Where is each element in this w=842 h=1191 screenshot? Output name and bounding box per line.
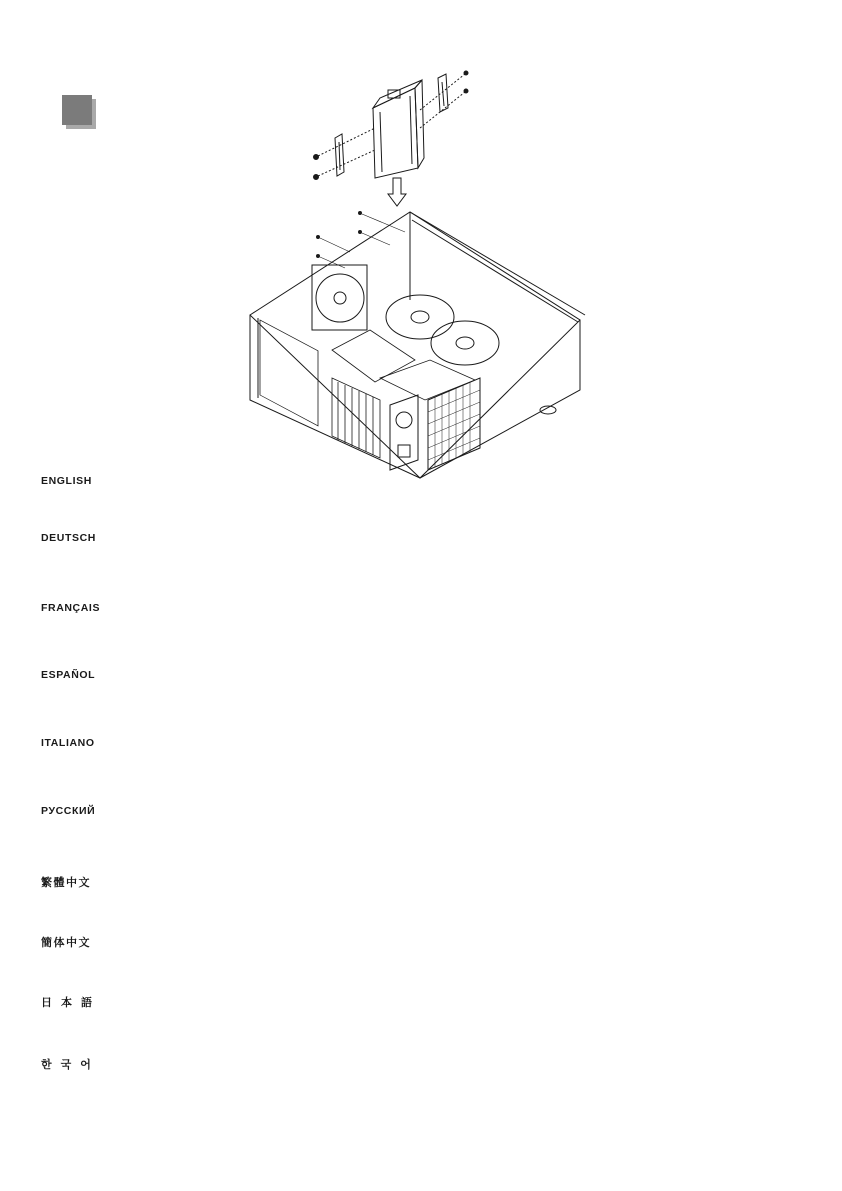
chassis [250,212,585,479]
lang-deutsch: DEUTSCH [41,532,96,544]
lang-simp-chinese: 簡体中文 [41,937,91,949]
step-badge-face [62,95,92,125]
lang-francais: FRANÇAIS [41,602,101,614]
lang-russian: РУССКИЙ [41,805,96,817]
right-bracket [438,74,448,112]
down-arrow-icon [388,178,406,206]
step-badge-icon [62,95,92,125]
left-bracket [335,134,344,176]
drive-cage [373,80,424,178]
case-drive-install-illustration [240,60,600,485]
lang-italiano: ITALIANO [41,737,95,749]
lang-english: ENGLISH [41,475,92,487]
lang-espanol: ESPAÑOL [41,669,96,681]
lang-trad-chinese: 繁體中文 [41,877,91,889]
lang-japanese: 日本語 [41,997,101,1009]
lang-korean: 한국어 [41,1059,100,1071]
